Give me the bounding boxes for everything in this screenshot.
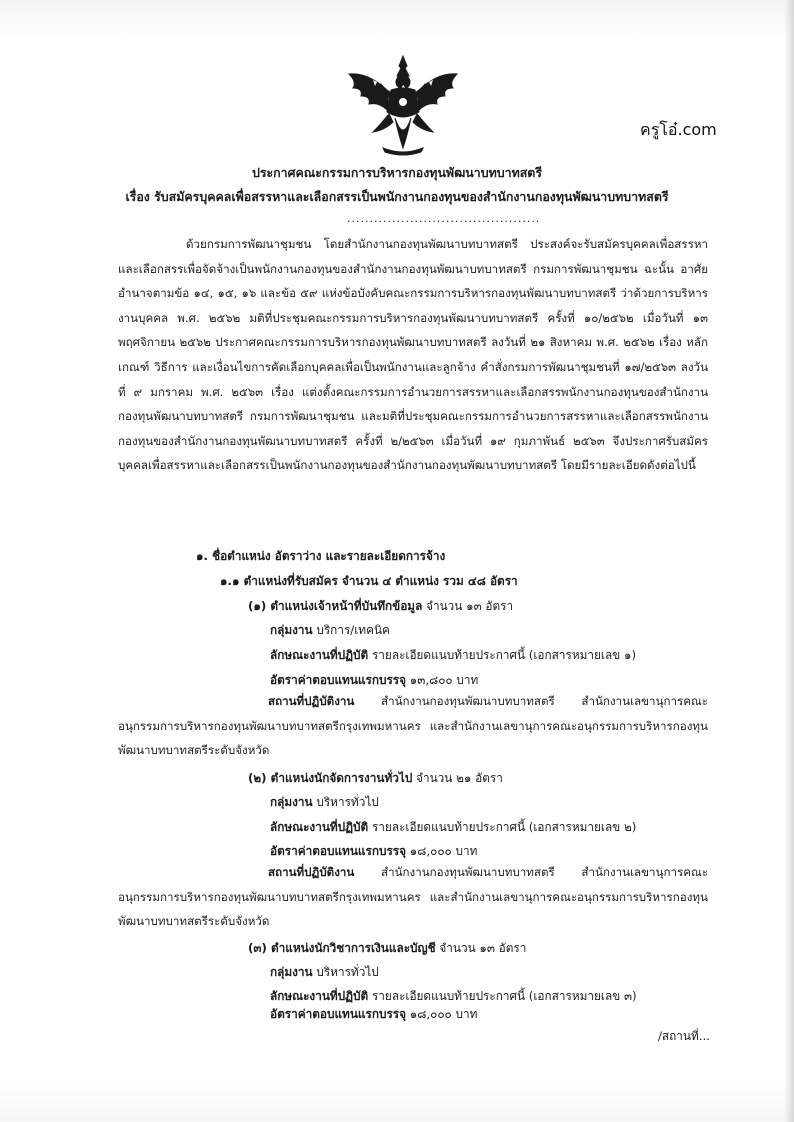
position-1-duty [270, 645, 636, 665]
group-label: กลุ่มงาน [270, 623, 313, 637]
position-title: (๒) ตำแหน่งนักจัดการงานทั่วไป [248, 771, 413, 785]
group-value: บริหารทั่วไป [312, 965, 379, 979]
pay-value: ๑๘,๐๐๐ บาท [406, 1007, 478, 1021]
title-separator: ........................................... [347, 212, 541, 225]
duty-value: รายละเอียดแนบท้ายประกาศนี้ (เอกสารหมายเลข ๑) [368, 648, 637, 662]
position-2-pay [270, 841, 477, 861]
position-3-pay [270, 1004, 477, 1024]
pay-value: ๑๘,๐๐๐ บาท [406, 844, 478, 858]
position-3-heading [248, 938, 526, 958]
location-value: สำนักงานกองทุนพัฒนาบทบาทสตรี สำนักงานเลขานุการคณะอนุกรรมการบริหารกองทุนพัฒนาบทบาทสตรีกรุงเทพมหานคร และสำนักงานเลขานุการคณะอนุกรรมการบริหารกองทุนพัฒนาบทบาทสตรีระดับจังหวัด [118, 865, 708, 929]
announcement-title: ประกาศคณะกรรมการบริหารกองทุนพัฒนาบทบาทสตรี [251, 165, 543, 180]
position-count: จำนวน ๑๓ อัตรา [435, 941, 527, 955]
group-label: กลุ่มงาน [270, 795, 313, 809]
location-value: สำนักงานกองทุนพัฒนาบทบาทสตรี สำนักงานเลขานุการคณะอนุกรรมการบริหารกองทุนพัฒนาบทบาทสตรีกรุงเทพมหานคร และสำนักงานเลขานุการคณะอนุกรรมการบริหารกองทุนพัฒนาบทบาทสตรีระดับจังหวัด [118, 694, 708, 758]
group-label: กลุ่มงาน [270, 965, 313, 979]
position-title: (๓) ตำแหน่งนักวิชาการเงินและบัญชี [248, 941, 436, 955]
duty-label: ลักษณะงานที่ปฏิบัติ [270, 820, 369, 834]
position-2-heading [248, 768, 503, 788]
announcement-subject: เรื่อง รับสมัครบุคคลเพื่อสรรหาและเลือกสรรเป็นพนักงานกองทุนของสำนักงานกองทุนพัฒนาบทบาทสตรี [125, 189, 669, 204]
duty-label: ลักษณะงานที่ปฏิบัติ [270, 989, 369, 1003]
position-1-heading [248, 596, 513, 616]
position-1-location [118, 689, 708, 763]
pay-label: อัตราค่าตอบแทนแรกบรรจุ [270, 1007, 407, 1021]
position-2-group [270, 792, 379, 812]
section-1-title: ๑. ชื่อตำแหน่ง อัตราว่าง และรายละเอียดการจ้าง [196, 549, 446, 563]
intro-paragraph: ด้วยกรมการพัฒนาชุมชน โดยสำนักงานกองทุนพัฒนาบทบาทสตรี ประสงค์จะรับสมัครบุคคลเพื่อสรรหาและเลือกสรรเพื่อจัดจ้างเป็นพนักงานกองทุนของสำนักงานกองทุนพัฒนาบทบาทสตรี กรมการพัฒนาชุมชน ฉะนั้น อาศัยอำนาจตามข้อ ๑๔, ๑๕, ๑๖ และข้อ ๕๙ แห่งข้อบังคับคณะกรรมการบริหารกองทุนพัฒนาบทบาทสตรี ว่าด้วยการบริหารงานบุคคล พ.ศ. ๒๕๖๒ มติที่ประชุมคณะกรรมการบริหารกองทุนพัฒนาบทบาทสตรี ครั้งที่ ๑๐/๒๕๖๒ เมื่อวันที่ ๑๓ พฤศจิกายน ๒๕๖๒ ประกาศคณะกรรมการบริหารกองทุนพัฒนาบทบาทสตรี ลงวันที่ ๒๑ สิงหาคม พ.ศ. ๒๕๖๒ เรื่อง หลักเกณฑ์ วิธีการ และเงื่อนไขการคัดเลือกบุคคลเพื่อเป็นพนักงานและลูกจ้าง คำสั่งกรมการพัฒนาชุมชนที่ ๑๗/๒๕๖๓ ลงวันที่ ๙ มกราคม พ.ศ. ๒๕๖๓ เรื่อง แต่งตั้งคณะกรรมการอำนวยการสรรหาและเลือกสรรพนักงานกองทุนของสำนักงานกองทุนพัฒนาบทบาทสตรี กรมการพัฒนาชุมชน และมติที่ประชุมคณะกรรมการอำนวยการสรรหาและเลือกสรรพนักงานกองทุนของสำนักงานกองทุนพัฒนาบทบาทสตรี ครั้งที่ ๒/๒๕๖๓ เมื่อวันที่ ๑๙ กุมภาพันธ์ ๒๕๖๓ จึงประกาศรับสมัครบุคคลเพื่อสรรหาและเลือกสรรเป็นพนักงานกองทุนของสำนักงานกองทุนพัฒนาบทบาทสตรี โดยมีรายละเอียดดังต่อไปนี้ [118, 237, 708, 473]
continued-footer: /สถานที่... [657, 1029, 710, 1043]
position-3-group [270, 962, 379, 982]
location-label: สถานที่ปฏิบัติงาน [268, 694, 355, 708]
garuda-emblem-icon [343, 52, 463, 156]
position-2-duty [270, 817, 636, 837]
position-count: จำนวน ๑๓ อัตรา [422, 599, 514, 613]
group-value: บริการ/เทคนิค [312, 623, 390, 637]
section-1-1-title: ๑.๑ ตำแหน่งที่รับสมัคร จำนวน ๔ ตำแหน่ง รวม ๔๘ อัตรา [220, 574, 518, 588]
pay-value: ๑๓,๘๐๐ บาท [406, 673, 479, 687]
scan-edge-shadow [784, 0, 794, 1122]
position-count: จำนวน ๒๑ อัตรา [412, 771, 503, 785]
position-title: (๑) ตำแหน่งเจ้าหน้าที่บันทึกข้อมูล [248, 599, 423, 613]
position-1-pay [270, 670, 478, 690]
duty-value: รายละเอียดแนบท้ายประกาศนี้ (เอกสารหมายเลข ๒) [368, 820, 637, 834]
duty-label: ลักษณะงานที่ปฏิบัติ [270, 648, 369, 662]
website-watermark: ครูโอ๋.com [640, 120, 717, 139]
duty-value: รายละเอียดแนบท้ายประกาศนี้ (เอกสารหมายเลข ๓) [368, 989, 637, 1003]
location-label: สถานที่ปฏิบัติงาน [268, 865, 355, 879]
position-1-group [270, 620, 390, 640]
position-3-duty [270, 986, 637, 1006]
pay-label: อัตราค่าตอบแทนแรกบรรจุ [270, 844, 407, 858]
group-value: บริหารทั่วไป [312, 795, 379, 809]
pay-label: อัตราค่าตอบแทนแรกบรรจุ [270, 673, 407, 687]
position-2-location [118, 860, 708, 934]
